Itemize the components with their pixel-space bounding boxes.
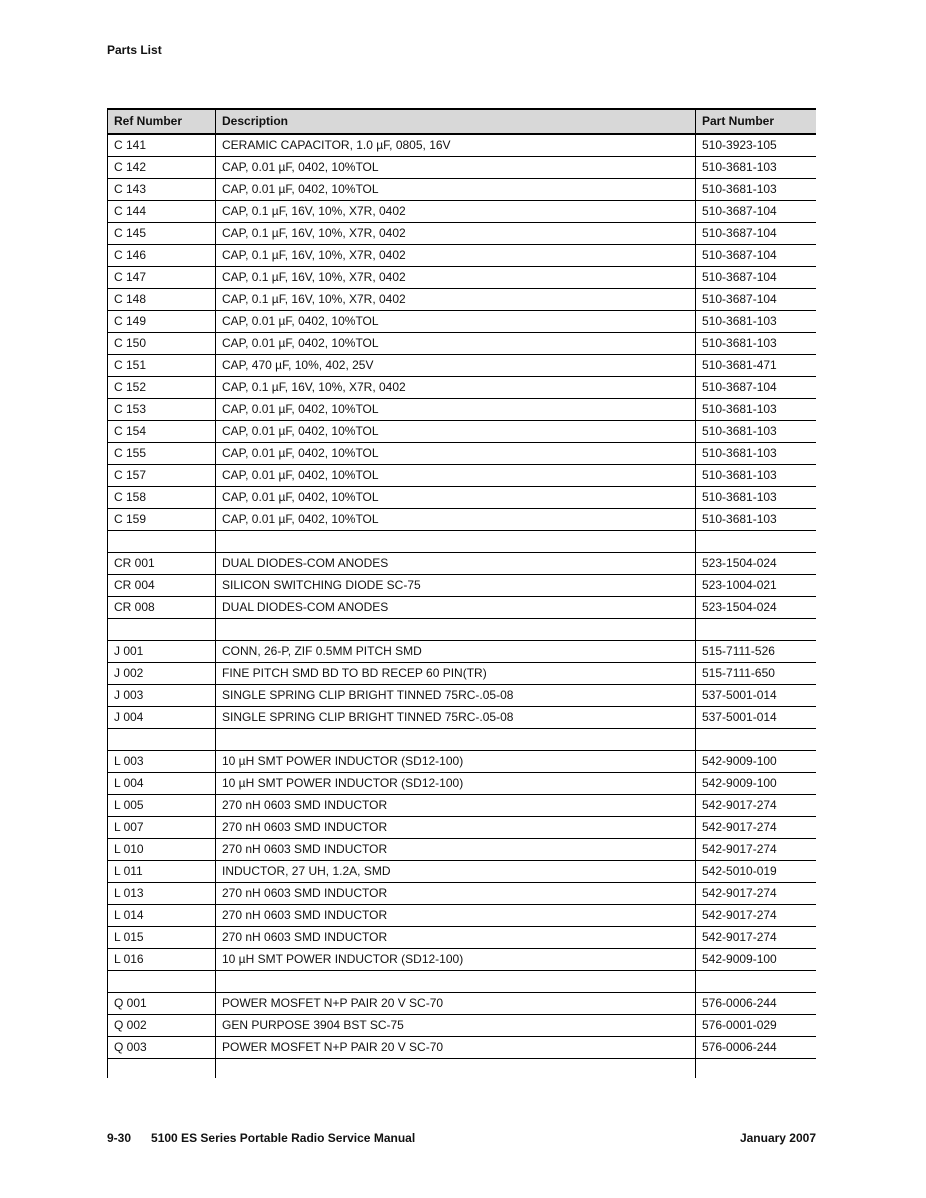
description-cell: CAP, 0.01 µF, 0402, 10%TOL <box>215 179 695 200</box>
column-header-description: Description <box>215 110 695 133</box>
ref-number-cell: L 005 <box>107 795 215 816</box>
part-number-cell: 542-9017-274 <box>695 839 816 860</box>
table-row <box>107 707 816 729</box>
part-number-cell: 537-5001-014 <box>695 707 816 728</box>
table-row <box>107 795 816 817</box>
footer-page-number: 9-30 <box>107 1131 132 1145</box>
table-row <box>107 201 816 223</box>
parts-table <box>107 108 816 1078</box>
table-row <box>107 949 816 971</box>
table-row <box>107 333 816 355</box>
ref-number-cell: C 159 <box>107 509 215 530</box>
description-cell: 270 nH 0603 SMD INDUCTOR <box>215 839 695 860</box>
description-cell <box>215 531 695 552</box>
table-header-row <box>107 110 816 135</box>
ref-number-cell: C 151 <box>107 355 215 376</box>
table-row <box>107 905 816 927</box>
description-cell: SILICON SWITCHING DIODE SC-75 <box>215 575 695 596</box>
ref-number-cell: CR 001 <box>107 553 215 574</box>
description-cell: CERAMIC CAPACITOR, 1.0 µF, 0805, 16V <box>215 135 695 156</box>
ref-number-cell: L 007 <box>107 817 215 838</box>
ref-number-cell: L 013 <box>107 883 215 904</box>
ref-number-cell: Q 001 <box>107 993 215 1014</box>
part-number-cell: 576-0001-029 <box>695 1015 816 1036</box>
description-cell: 10 µH SMT POWER INDUCTOR (SD12-100) <box>215 773 695 794</box>
ref-number-cell <box>107 971 215 992</box>
description-cell: 270 nH 0603 SMD INDUCTOR <box>215 905 695 926</box>
description-cell: 10 µH SMT POWER INDUCTOR (SD12-100) <box>215 949 695 970</box>
table-row <box>107 597 816 619</box>
table-row <box>107 663 816 685</box>
table-row <box>107 289 816 311</box>
footer-left <box>107 1131 415 1145</box>
part-number-cell: 576-0006-244 <box>695 993 816 1014</box>
description-cell: GEN PURPOSE 3904 BST SC-75 <box>215 1015 695 1036</box>
column-header-part-number: Part Number <box>695 110 816 133</box>
description-cell: CAP, 0.01 µF, 0402, 10%TOL <box>215 443 695 464</box>
ref-number-cell: Q 003 <box>107 1037 215 1058</box>
description-cell: 270 nH 0603 SMD INDUCTOR <box>215 883 695 904</box>
description-cell <box>215 971 695 992</box>
description-cell: CAP, 0.01 µF, 0402, 10%TOL <box>215 421 695 442</box>
ref-number-cell: C 150 <box>107 333 215 354</box>
description-cell: INDUCTOR, 27 UH, 1.2A, SMD <box>215 861 695 882</box>
ref-number-cell: CR 004 <box>107 575 215 596</box>
table-row <box>107 575 816 597</box>
table-row <box>107 641 816 663</box>
part-number-cell: 542-9017-274 <box>695 817 816 838</box>
part-number-cell: 515-7111-526 <box>695 641 816 662</box>
ref-number-cell: C 142 <box>107 157 215 178</box>
part-number-cell: 510-3681-103 <box>695 311 816 332</box>
ref-number-cell: J 003 <box>107 685 215 706</box>
ref-number-cell: C 153 <box>107 399 215 420</box>
part-number-cell: 542-5010-019 <box>695 861 816 882</box>
description-cell: POWER MOSFET N+P PAIR 20 V SC-70 <box>215 993 695 1014</box>
description-cell: CAP, 0.1 µF, 16V, 10%, X7R, 0402 <box>215 201 695 222</box>
ref-number-cell: J 002 <box>107 663 215 684</box>
part-number-cell: 576-0006-244 <box>695 1037 816 1058</box>
part-number-cell: 510-3681-103 <box>695 157 816 178</box>
part-number-cell: 542-9017-274 <box>695 883 816 904</box>
part-number-cell: 542-9017-274 <box>695 905 816 926</box>
ref-number-cell <box>107 1059 215 1078</box>
table-row <box>107 993 816 1015</box>
ref-number-cell: L 011 <box>107 861 215 882</box>
part-number-cell: 510-3681-103 <box>695 421 816 442</box>
part-number-cell: 542-9017-274 <box>695 795 816 816</box>
page-header-label: Parts List <box>107 43 162 57</box>
footer-date: January 2007 <box>739 1131 816 1145</box>
ref-number-cell: C 157 <box>107 465 215 486</box>
table-row <box>107 421 816 443</box>
description-cell: CAP, 0.01 µF, 0402, 10%TOL <box>215 509 695 530</box>
description-cell: CAP, 0.01 µF, 0402, 10%TOL <box>215 465 695 486</box>
ref-number-cell: C 149 <box>107 311 215 332</box>
ref-number-cell: C 152 <box>107 377 215 398</box>
table-row <box>107 751 816 773</box>
part-number-cell <box>695 619 816 640</box>
part-number-cell: 537-5001-014 <box>695 685 816 706</box>
part-number-cell: 510-3687-104 <box>695 377 816 398</box>
column-header-ref-number: Ref Number <box>107 110 215 133</box>
description-cell: CAP, 0.01 µF, 0402, 10%TOL <box>215 157 695 178</box>
table-row <box>107 1015 816 1037</box>
part-number-cell <box>695 729 816 750</box>
ref-number-cell: L 015 <box>107 927 215 948</box>
description-cell: FINE PITCH SMD BD TO BD RECEP 60 PIN(TR) <box>215 663 695 684</box>
ref-number-cell <box>107 619 215 640</box>
description-cell: 270 nH 0603 SMD INDUCTOR <box>215 817 695 838</box>
part-number-cell: 523-1004-021 <box>695 575 816 596</box>
ref-number-cell: L 010 <box>107 839 215 860</box>
part-number-cell: 542-9009-100 <box>695 949 816 970</box>
separator-row <box>107 619 816 641</box>
table-row <box>107 355 816 377</box>
part-number-cell: 510-3687-104 <box>695 289 816 310</box>
description-cell: SINGLE SPRING CLIP BRIGHT TINNED 75RC-.05-08 <box>215 707 695 728</box>
description-cell: CAP, 0.01 µF, 0402, 10%TOL <box>215 399 695 420</box>
ref-number-cell: J 004 <box>107 707 215 728</box>
ref-number-cell: C 144 <box>107 201 215 222</box>
description-cell: CAP, 0.1 µF, 16V, 10%, X7R, 0402 <box>215 245 695 266</box>
ref-number-cell: L 003 <box>107 751 215 772</box>
page-footer <box>107 1131 816 1145</box>
ref-number-cell: CR 008 <box>107 597 215 618</box>
part-number-cell <box>695 971 816 992</box>
table-row <box>107 817 816 839</box>
ref-number-cell: C 158 <box>107 487 215 508</box>
description-cell: CAP, 0.1 µF, 16V, 10%, X7R, 0402 <box>215 267 695 288</box>
table-row <box>107 135 816 157</box>
description-cell: DUAL DIODES-COM ANODES <box>215 597 695 618</box>
part-number-cell: 510-3687-104 <box>695 267 816 288</box>
description-cell: 10 µH SMT POWER INDUCTOR (SD12-100) <box>215 751 695 772</box>
table-row <box>107 179 816 201</box>
description-cell: CAP, 0.1 µF, 16V, 10%, X7R, 0402 <box>215 377 695 398</box>
separator-row <box>107 729 816 751</box>
table-row <box>107 773 816 795</box>
ref-number-cell: C 154 <box>107 421 215 442</box>
part-number-cell: 510-3681-103 <box>695 509 816 530</box>
table-row <box>107 487 816 509</box>
part-number-cell: 523-1504-024 <box>695 553 816 574</box>
part-number-cell: 510-3681-103 <box>695 487 816 508</box>
ref-number-cell: Q 002 <box>107 1015 215 1036</box>
part-number-cell: 510-3687-104 <box>695 245 816 266</box>
part-number-cell: 510-3681-103 <box>695 179 816 200</box>
part-number-cell: 510-3923-105 <box>695 135 816 156</box>
table-row <box>107 245 816 267</box>
ref-number-cell: C 145 <box>107 223 215 244</box>
description-cell <box>215 729 695 750</box>
ref-number-cell: L 016 <box>107 949 215 970</box>
ref-number-cell: C 147 <box>107 267 215 288</box>
ref-number-cell: C 146 <box>107 245 215 266</box>
description-cell: CAP, 0.01 µF, 0402, 10%TOL <box>215 311 695 332</box>
table-row <box>107 1037 816 1059</box>
table-row <box>107 553 816 575</box>
description-cell: CAP, 0.01 µF, 0402, 10%TOL <box>215 487 695 508</box>
table-row <box>107 927 816 949</box>
footer-manual-title: 5100 ES Series Portable Radio Service Manual <box>151 1131 416 1145</box>
part-number-cell: 510-3687-104 <box>695 201 816 222</box>
separator-row <box>107 531 816 553</box>
ref-number-cell <box>107 729 215 750</box>
table-row <box>107 465 816 487</box>
part-number-cell: 510-3681-103 <box>695 399 816 420</box>
description-cell: CONN, 26-P, ZIF 0.5MM PITCH SMD <box>215 641 695 662</box>
description-cell: CAP, 0.1 µF, 16V, 10%, X7R, 0402 <box>215 289 695 310</box>
table-row <box>107 509 816 531</box>
table-row <box>107 883 816 905</box>
table-row <box>107 223 816 245</box>
ref-number-cell: L 014 <box>107 905 215 926</box>
separator-row <box>107 971 816 993</box>
trailing-open-row <box>107 1059 816 1078</box>
part-number-cell: 510-3681-103 <box>695 465 816 486</box>
ref-number-cell <box>107 531 215 552</box>
part-number-cell: 542-9009-100 <box>695 751 816 772</box>
part-number-cell: 542-9017-274 <box>695 927 816 948</box>
description-cell: CAP, 470 µF, 10%, 402, 25V <box>215 355 695 376</box>
ref-number-cell: C 141 <box>107 135 215 156</box>
ref-number-cell: L 004 <box>107 773 215 794</box>
description-cell: SINGLE SPRING CLIP BRIGHT TINNED 75RC-.05-08 <box>215 685 695 706</box>
description-cell: CAP, 0.01 µF, 0402, 10%TOL <box>215 333 695 354</box>
description-cell <box>215 619 695 640</box>
table-row <box>107 267 816 289</box>
part-number-cell: 510-3681-103 <box>695 443 816 464</box>
description-cell <box>215 1059 695 1078</box>
part-number-cell <box>695 531 816 552</box>
description-cell: CAP, 0.1 µF, 16V, 10%, X7R, 0402 <box>215 223 695 244</box>
table-row <box>107 861 816 883</box>
table-row <box>107 157 816 179</box>
part-number-cell <box>695 1059 816 1078</box>
table-row <box>107 839 816 861</box>
table-row <box>107 443 816 465</box>
table-row <box>107 399 816 421</box>
description-cell: DUAL DIODES-COM ANODES <box>215 553 695 574</box>
part-number-cell: 510-3687-104 <box>695 223 816 244</box>
part-number-cell: 523-1504-024 <box>695 597 816 618</box>
ref-number-cell: C 155 <box>107 443 215 464</box>
ref-number-cell: J 001 <box>107 641 215 662</box>
description-cell: 270 nH 0603 SMD INDUCTOR <box>215 927 695 948</box>
table-row <box>107 377 816 399</box>
table-row <box>107 311 816 333</box>
part-number-cell: 510-3681-471 <box>695 355 816 376</box>
ref-number-cell: C 148 <box>107 289 215 310</box>
table-body <box>107 135 816 1078</box>
ref-number-cell: C 143 <box>107 179 215 200</box>
description-cell: 270 nH 0603 SMD INDUCTOR <box>215 795 695 816</box>
part-number-cell: 515-7111-650 <box>695 663 816 684</box>
part-number-cell: 542-9009-100 <box>695 773 816 794</box>
part-number-cell: 510-3681-103 <box>695 333 816 354</box>
description-cell: POWER MOSFET N+P PAIR 20 V SC-70 <box>215 1037 695 1058</box>
table-row <box>107 685 816 707</box>
